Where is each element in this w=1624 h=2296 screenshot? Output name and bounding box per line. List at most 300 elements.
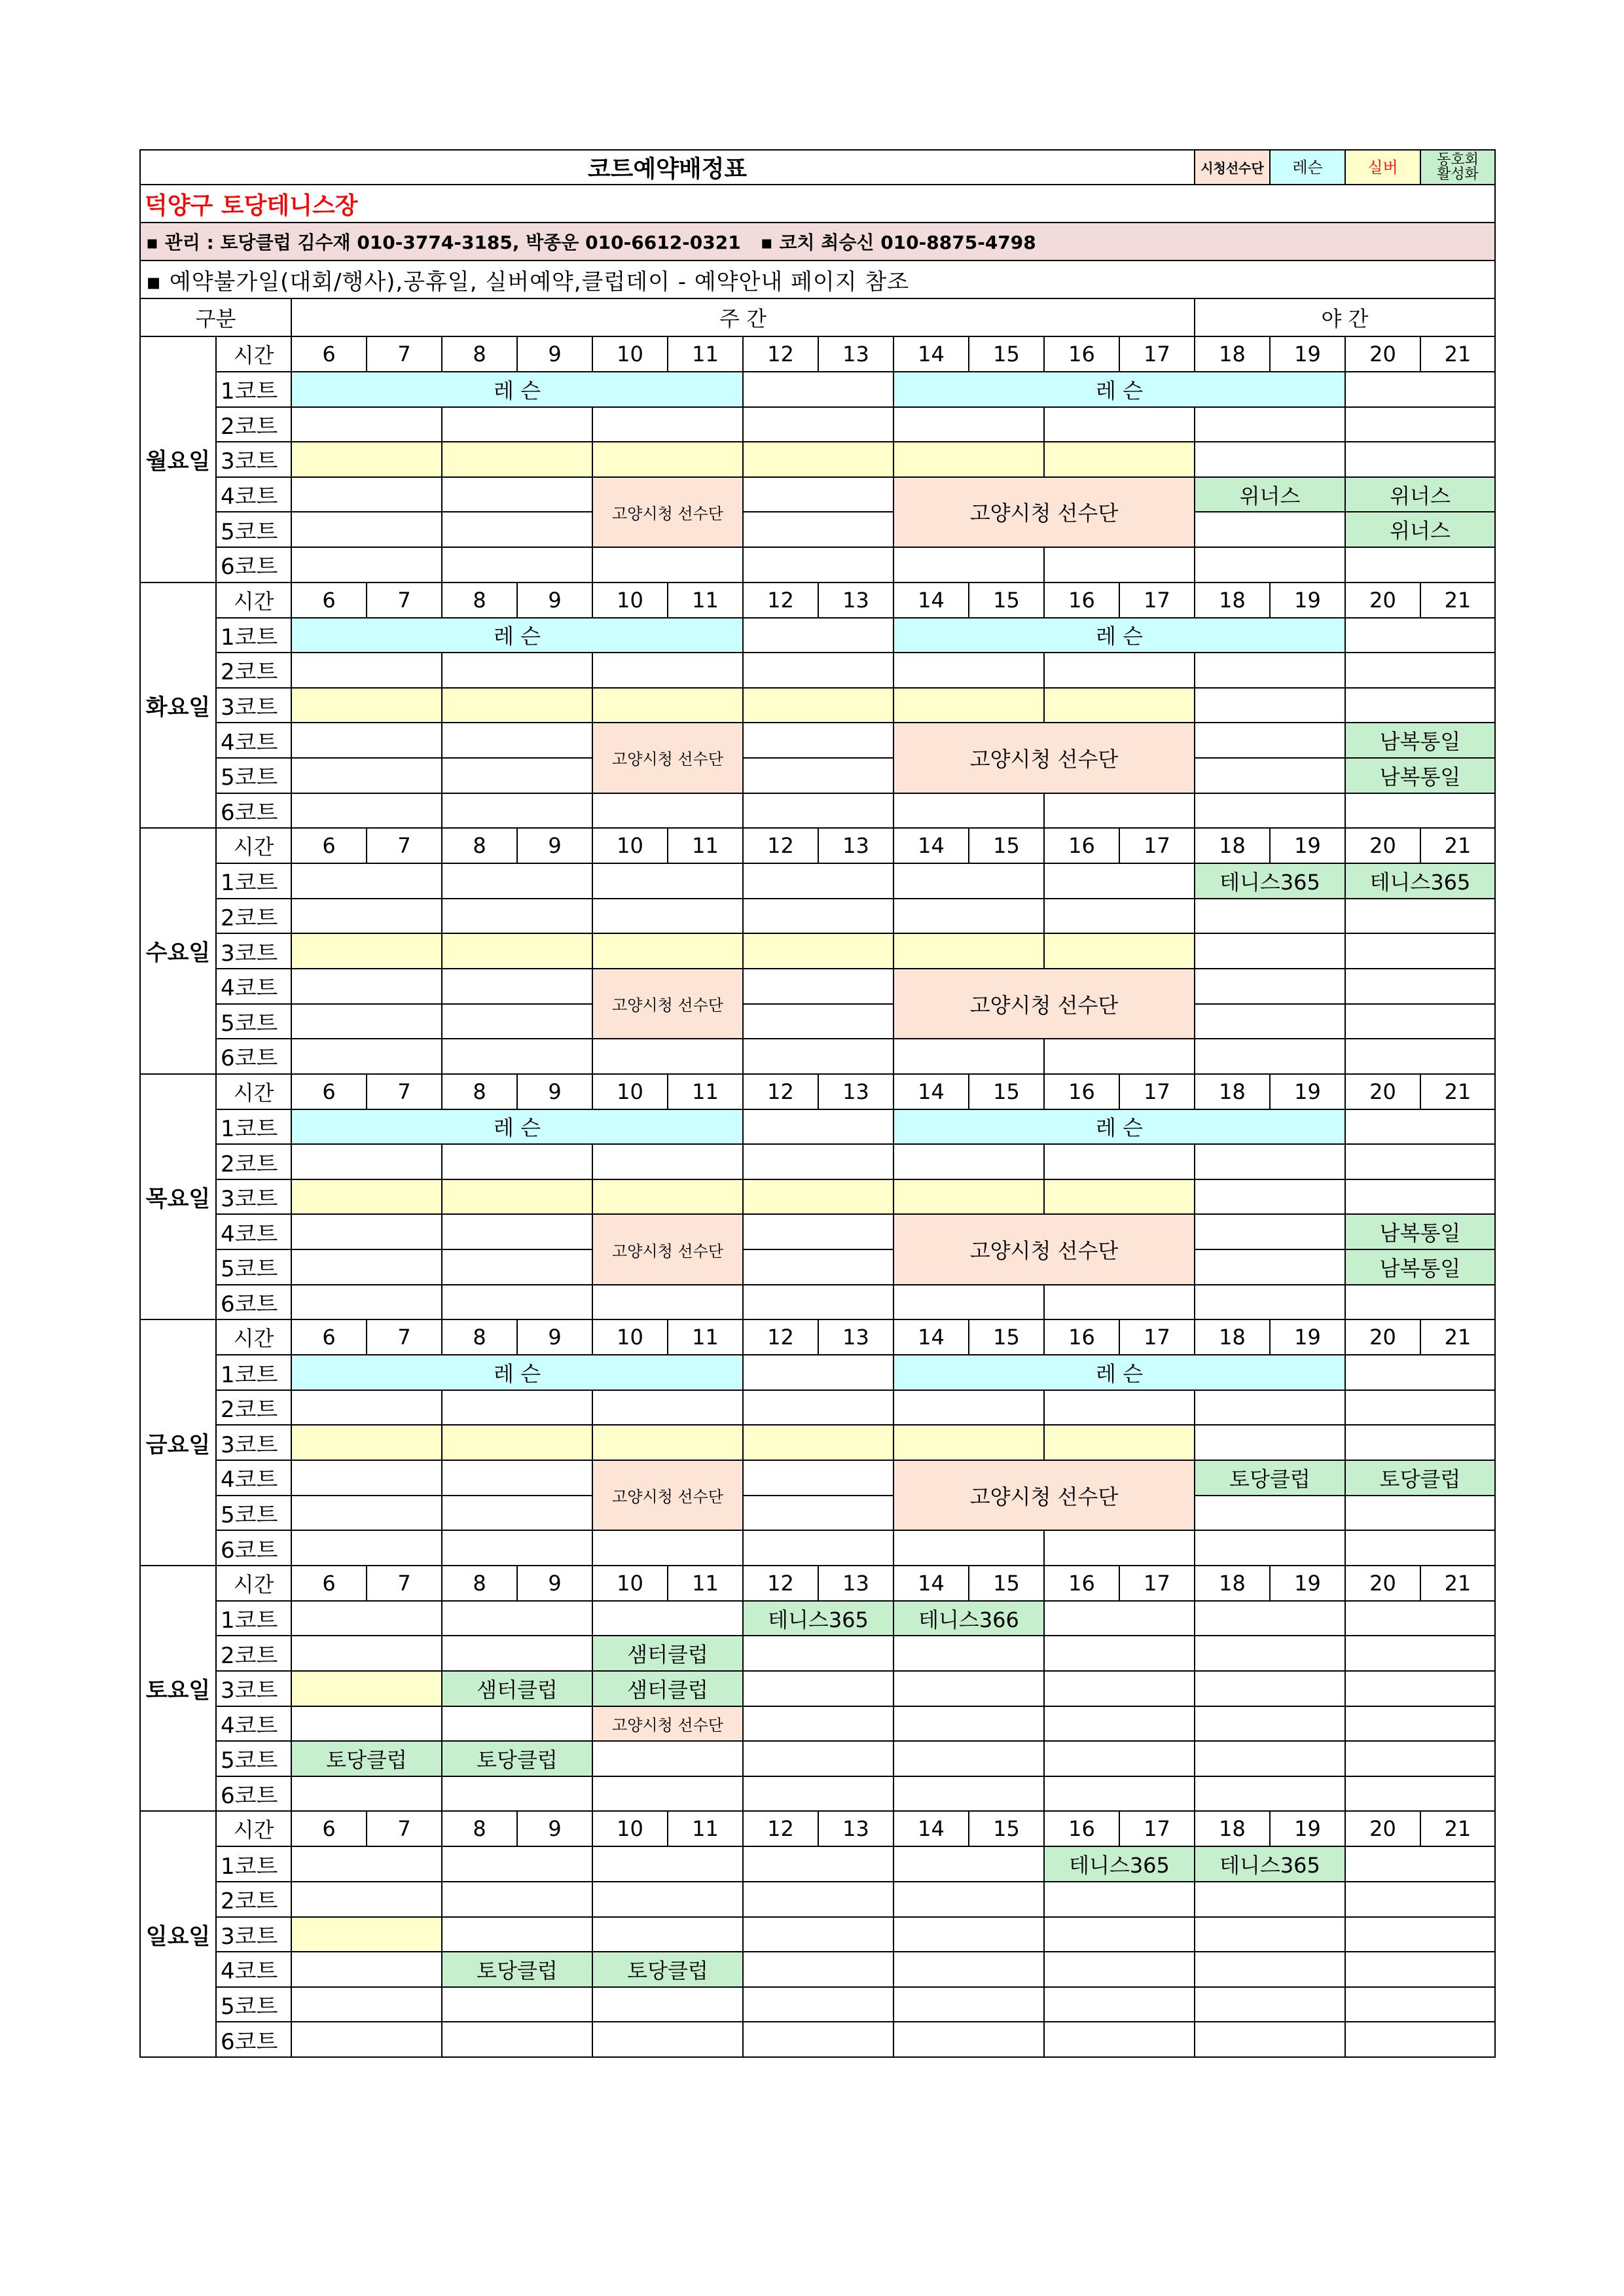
time-slot (743, 1776, 893, 1812)
court-row (140, 1496, 1495, 1531)
time-slot (1345, 653, 1495, 688)
booking-city[interactable]: 고양시청 선수단 (893, 723, 1195, 793)
hour-header: 9 (517, 1319, 592, 1355)
time-slot (893, 547, 1044, 583)
time-slot (442, 1249, 592, 1285)
court-row (140, 1249, 1495, 1285)
hour-header: 20 (1345, 828, 1420, 863)
time-slot (743, 899, 893, 934)
booking-nambok[interactable]: 남복통일 (1345, 1214, 1495, 1249)
time-slot (1044, 1671, 1195, 1706)
booking-lesson[interactable]: 레 슨 (291, 372, 743, 407)
time-slot (1345, 1917, 1495, 1952)
hour-header: 11 (668, 583, 743, 618)
booking-winners[interactable]: 위너스 (1345, 477, 1495, 512)
booking-tennis366[interactable]: 테니스366 (893, 1601, 1044, 1636)
court-row (140, 618, 1495, 653)
reserved-slot-silver (442, 442, 592, 477)
court-row (140, 1285, 1495, 1320)
time-slot (743, 618, 893, 653)
time-slot (1195, 899, 1345, 934)
manager-contact: ▪ 관리 : 토당클럽 김수재 010-3774-3185, 박종운 010-6612-0321 (146, 232, 741, 253)
time-slot (743, 1144, 893, 1179)
booking-todang[interactable]: 토당클럽 (592, 1952, 743, 1987)
hour-header: 13 (818, 828, 893, 863)
time-slot (893, 1952, 1044, 1987)
time-slot (1345, 1530, 1495, 1566)
hour-header: 11 (668, 1811, 743, 1846)
hour-header: 6 (291, 583, 367, 618)
reserved-slot-silver (291, 933, 442, 969)
management-contacts (140, 223, 1495, 260)
time-slot (291, 1285, 442, 1320)
time-slot (1345, 1496, 1495, 1531)
time-slot (442, 1917, 592, 1952)
time-slot (442, 1530, 592, 1566)
hour-header: 15 (969, 1811, 1044, 1846)
time-slot (893, 1882, 1044, 1917)
hour-header: 7 (367, 336, 442, 372)
time-slot (592, 793, 743, 829)
court-label: 1코트 (216, 1109, 291, 1145)
time-slot (743, 1952, 893, 1987)
time-slot (291, 758, 442, 793)
hour-header: 17 (1119, 828, 1195, 863)
hour-header: 9 (517, 583, 592, 618)
court-row (140, 1706, 1495, 1742)
time-slot (893, 1706, 1044, 1742)
hour-header: 14 (893, 1566, 969, 1601)
time-slot (592, 1039, 743, 1074)
court-label: 3코트 (216, 933, 291, 969)
time-label: 시간 (216, 1319, 291, 1355)
time-slot (442, 2022, 592, 2057)
time-slot (1345, 1179, 1495, 1215)
time-slot (291, 547, 442, 583)
booking-nambok[interactable]: 남복통일 (1345, 758, 1495, 793)
time-slot (1195, 1917, 1345, 1952)
time-slot (893, 1636, 1044, 1671)
time-slot (1195, 512, 1345, 547)
booking-tennis365[interactable]: 테니스365 (1044, 1846, 1195, 1882)
time-label: 시간 (216, 1811, 291, 1846)
hour-header: 15 (969, 828, 1044, 863)
time-slot (291, 1601, 442, 1636)
booking-city[interactable]: 고양시청 선수단 (592, 1706, 743, 1742)
time-slot (1044, 653, 1195, 688)
time-slot (442, 477, 592, 512)
booking-winners[interactable]: 위너스 (1195, 477, 1345, 512)
booking-todang[interactable]: 토당클럽 (291, 1741, 442, 1776)
time-slot (291, 1882, 442, 1917)
court-row (140, 1425, 1495, 1460)
reserved-slot-silver (1044, 933, 1195, 969)
reserved-slot-silver (592, 1425, 743, 1460)
court-label: 6코트 (216, 793, 291, 829)
time-slot (1345, 1601, 1495, 1636)
time-slot (1195, 1987, 1345, 2022)
booking-todang[interactable]: 토당클럽 (1195, 1460, 1345, 1496)
time-slot (1345, 2022, 1495, 2057)
time-slot (442, 1776, 592, 1812)
hour-header: 8 (442, 336, 517, 372)
time-slot (592, 1144, 743, 1179)
time-slot (291, 1636, 442, 1671)
time-slot (291, 653, 442, 688)
court-label: 4코트 (216, 723, 291, 758)
time-slot (1345, 899, 1495, 934)
court-row (140, 723, 1495, 758)
time-slot (1195, 407, 1345, 442)
time-slot (893, 793, 1044, 829)
hour-header: 17 (1119, 336, 1195, 372)
time-slot (743, 1846, 893, 1882)
time-slot (743, 1214, 893, 1249)
reserved-slot-silver (893, 1179, 1044, 1215)
time-label: 시간 (216, 1074, 291, 1109)
time-label: 시간 (216, 1566, 291, 1601)
hour-header: 6 (291, 1074, 367, 1109)
time-slot (1195, 1671, 1345, 1706)
time-slot (592, 1882, 743, 1917)
time-slot (442, 1214, 592, 1249)
booking-city[interactable]: 고양시청 선수단 (592, 723, 743, 793)
hour-header: 19 (1270, 583, 1345, 618)
time-slot (1345, 933, 1495, 969)
court-label: 2코트 (216, 1390, 291, 1426)
booking-nambok[interactable]: 남복통일 (1345, 1249, 1495, 1285)
booking-lesson[interactable]: 레 슨 (291, 1109, 743, 1145)
hour-header: 21 (1420, 583, 1495, 618)
court-row (140, 1214, 1495, 1249)
booking-samter[interactable]: 샘터클럽 (592, 1636, 743, 1671)
court-label: 3코트 (216, 1671, 291, 1706)
time-slot (1345, 1706, 1495, 1742)
reserved-slot-silver (893, 442, 1044, 477)
time-slot (442, 1636, 592, 1671)
time-slot (291, 1249, 442, 1285)
time-slot (592, 1741, 743, 1776)
time-label: 시간 (216, 336, 291, 372)
time-slot (1195, 1636, 1345, 1671)
category-header: 구분 (140, 298, 291, 336)
hour-header: 6 (291, 1566, 367, 1601)
time-slot (592, 547, 743, 583)
booking-city[interactable]: 고양시청 선수단 (592, 1214, 743, 1284)
time-slot (1044, 1917, 1195, 1952)
court-row (140, 547, 1495, 583)
court-row (140, 1987, 1495, 2022)
time-slot (291, 477, 442, 512)
time-slot (1195, 547, 1345, 583)
hour-header: 16 (1044, 336, 1119, 372)
court-row (140, 688, 1495, 723)
time-slot (1044, 1144, 1195, 1179)
court-label: 4코트 (216, 477, 291, 512)
time-slot (893, 1144, 1044, 1179)
time-slot (442, 758, 592, 793)
court-row (140, 1952, 1495, 1987)
hour-header: 19 (1270, 828, 1345, 863)
time-slot (743, 1706, 893, 1742)
booking-lesson[interactable]: 레 슨 (893, 372, 1345, 407)
booking-city[interactable]: 고양시청 선수단 (893, 969, 1195, 1039)
court-row (140, 793, 1495, 829)
hour-header: 14 (893, 336, 969, 372)
time-slot (1345, 1390, 1495, 1426)
time-slot (743, 1741, 893, 1776)
hour-header: 11 (668, 1319, 743, 1355)
court-label: 6코트 (216, 1776, 291, 1812)
day-label: 일요일 (140, 1811, 216, 2057)
time-slot (592, 407, 743, 442)
court-label: 2코트 (216, 899, 291, 934)
hour-header: 21 (1420, 1811, 1495, 1846)
time-slot (743, 1917, 893, 1952)
time-slot (1044, 1390, 1195, 1426)
time-slot (893, 2022, 1044, 2057)
time-slot (743, 653, 893, 688)
time-slot (1195, 723, 1345, 758)
hour-header: 6 (291, 336, 367, 372)
booking-todang[interactable]: 토당클럽 (442, 1741, 592, 1776)
hour-header: 15 (969, 336, 1044, 372)
court-row (140, 1144, 1495, 1179)
time-slot (442, 899, 592, 934)
sheet-title: 코트예약배정표 (140, 150, 1195, 185)
time-slot (1345, 1039, 1495, 1074)
booking-tennis365[interactable]: 테니스365 (743, 1601, 893, 1636)
time-slot (1195, 793, 1345, 829)
time-slot (743, 512, 893, 547)
time-slot (1195, 1601, 1345, 1636)
hour-header: 14 (893, 1074, 969, 1109)
hour-header: 7 (367, 1074, 442, 1109)
court-label: 5코트 (216, 1987, 291, 2022)
time-slot (442, 969, 592, 1004)
reserved-slot-silver (291, 1917, 442, 1952)
court-label: 2코트 (216, 1636, 291, 1671)
court-label: 6코트 (216, 1039, 291, 1074)
reserved-slot-silver (743, 1179, 893, 1215)
day-label: 금요일 (140, 1319, 216, 1566)
booking-nambok[interactable]: 남복통일 (1345, 723, 1495, 758)
hour-header: 9 (517, 1811, 592, 1846)
time-slot (592, 1917, 743, 1952)
time-slot (1044, 1776, 1195, 1812)
time-slot (592, 1601, 743, 1636)
time-slot (592, 1530, 743, 1566)
court-row (140, 1039, 1495, 1074)
time-slot (743, 1460, 893, 1496)
booking-lesson[interactable]: 레 슨 (893, 1109, 1345, 1145)
time-slot (1044, 1530, 1195, 1566)
time-slot (743, 1882, 893, 1917)
booking-city[interactable]: 고양시청 선수단 (592, 477, 743, 547)
booking-todang[interactable]: 토당클럽 (1345, 1460, 1495, 1496)
time-slot (1044, 2022, 1195, 2057)
time-slot (442, 1601, 592, 1636)
day-label: 월요일 (140, 336, 216, 583)
time-slot (1195, 1776, 1345, 1812)
hour-header: 19 (1270, 1811, 1345, 1846)
court-label: 2코트 (216, 653, 291, 688)
court-label: 1코트 (216, 372, 291, 407)
booking-samter[interactable]: 샘터클럽 (442, 1671, 592, 1706)
hour-header: 20 (1345, 1319, 1420, 1355)
time-slot (291, 723, 442, 758)
time-slot (1195, 1144, 1345, 1179)
hour-header: 16 (1044, 1811, 1119, 1846)
time-slot (1044, 899, 1195, 934)
booking-lesson[interactable]: 레 슨 (893, 1355, 1345, 1390)
hour-header: 8 (442, 1811, 517, 1846)
reserved-slot-silver (893, 1425, 1044, 1460)
court-row (140, 1882, 1495, 1917)
booking-city[interactable]: 고양시청 선수단 (893, 477, 1195, 547)
hour-header: 9 (517, 1074, 592, 1109)
hour-header: 11 (668, 1566, 743, 1601)
time-slot (893, 1039, 1044, 1074)
court-label: 3코트 (216, 688, 291, 723)
booking-city[interactable]: 고양시청 선수단 (893, 1460, 1195, 1530)
reserved-slot-silver (442, 933, 592, 969)
booking-lesson[interactable]: 레 슨 (893, 618, 1345, 653)
time-slot (1044, 793, 1195, 829)
booking-lesson[interactable]: 레 슨 (291, 1355, 743, 1390)
time-slot (1345, 1952, 1495, 1987)
hour-header: 16 (1044, 1566, 1119, 1601)
time-slot (1195, 1741, 1345, 1776)
court-label: 4코트 (216, 1460, 291, 1496)
hour-header: 21 (1420, 1074, 1495, 1109)
time-slot (442, 1144, 592, 1179)
time-slot (1345, 407, 1495, 442)
hour-header: 18 (1195, 1811, 1270, 1846)
court-label: 1코트 (216, 1355, 291, 1390)
time-slot (291, 1214, 442, 1249)
hour-header: 15 (969, 1566, 1044, 1601)
time-slot (442, 407, 592, 442)
court-row (140, 407, 1495, 442)
hour-header: 10 (592, 336, 668, 372)
court-label: 2코트 (216, 407, 291, 442)
court-label: 3코트 (216, 1425, 291, 1460)
reserved-slot-silver (291, 1425, 442, 1460)
booking-city[interactable]: 고양시청 선수단 (592, 1460, 743, 1530)
hour-header: 7 (367, 1811, 442, 1846)
time-slot (442, 1004, 592, 1039)
time-slot (743, 1636, 893, 1671)
time-slot (1044, 1285, 1195, 1320)
time-slot (291, 2022, 442, 2057)
time-slot (893, 1390, 1044, 1426)
booking-todang[interactable]: 토당클럽 (442, 1952, 592, 1987)
time-slot (1345, 969, 1495, 1004)
time-slot (442, 1390, 592, 1426)
reserved-slot-silver (442, 688, 592, 723)
time-slot (592, 653, 743, 688)
time-slot (893, 1987, 1044, 2022)
time-slot (291, 1846, 442, 1882)
hour-header: 16 (1044, 828, 1119, 863)
hour-header: 12 (743, 1811, 818, 1846)
time-slot (893, 1741, 1044, 1776)
booking-city[interactable]: 고양시청 선수단 (893, 1214, 1195, 1284)
court-row (140, 477, 1495, 512)
time-slot (1345, 793, 1495, 829)
hour-header: 6 (291, 828, 367, 863)
court-label: 5코트 (216, 1249, 291, 1285)
court-label: 3코트 (216, 1917, 291, 1952)
reserved-slot-silver (291, 1179, 442, 1215)
reserved-slot-silver (291, 1671, 442, 1706)
time-slot (1195, 2022, 1345, 2057)
court-row (140, 1460, 1495, 1496)
hour-header: 10 (592, 1566, 668, 1601)
hour-header: 21 (1420, 1566, 1495, 1601)
time-slot (1044, 1741, 1195, 1776)
time-slot (1044, 1987, 1195, 2022)
time-slot (1345, 1109, 1495, 1145)
hour-header: 12 (743, 336, 818, 372)
time-slot (291, 1144, 442, 1179)
hour-header: 19 (1270, 1566, 1345, 1601)
hour-header: 14 (893, 583, 969, 618)
booking-samter[interactable]: 샘터클럽 (592, 1671, 743, 1706)
court-label: 6코트 (216, 1530, 291, 1566)
hour-header: 10 (592, 828, 668, 863)
time-slot (592, 2022, 743, 2057)
time-slot (592, 1390, 743, 1426)
reserved-slot-silver (1044, 1425, 1195, 1460)
hour-header: 13 (818, 583, 893, 618)
booking-city[interactable]: 고양시청 선수단 (592, 969, 743, 1039)
booking-tennis365[interactable]: 테니스365 (1345, 863, 1495, 899)
court-row (140, 863, 1495, 899)
hour-header: 10 (592, 583, 668, 618)
time-slot (1345, 1776, 1495, 1812)
reserved-slot-silver (291, 442, 442, 477)
booking-tennis365[interactable]: 테니스365 (1195, 1846, 1345, 1882)
court-row (140, 372, 1495, 407)
time-slot (291, 1460, 442, 1496)
time-slot (1345, 1355, 1495, 1390)
time-slot (743, 723, 893, 758)
hour-header: 14 (893, 1811, 969, 1846)
time-slot (893, 1671, 1044, 1706)
time-slot (291, 512, 442, 547)
time-slot (592, 899, 743, 934)
hour-header: 20 (1345, 1566, 1420, 1601)
hour-header: 18 (1195, 583, 1270, 618)
booking-lesson[interactable]: 레 슨 (291, 618, 743, 653)
court-row (140, 2022, 1495, 2057)
booking-tennis365[interactable]: 테니스365 (1195, 863, 1345, 899)
time-slot (1345, 1425, 1495, 1460)
time-slot (291, 1390, 442, 1426)
booking-winners[interactable]: 위너스 (1345, 512, 1495, 547)
court-row (140, 1741, 1495, 1776)
time-slot (442, 1460, 592, 1496)
time-slot (1044, 547, 1195, 583)
time-slot (1195, 442, 1345, 477)
hour-header: 12 (743, 1319, 818, 1355)
time-slot (1195, 1285, 1345, 1320)
hour-header: 13 (818, 1566, 893, 1601)
time-slot (743, 793, 893, 829)
court-label: 2코트 (216, 1144, 291, 1179)
